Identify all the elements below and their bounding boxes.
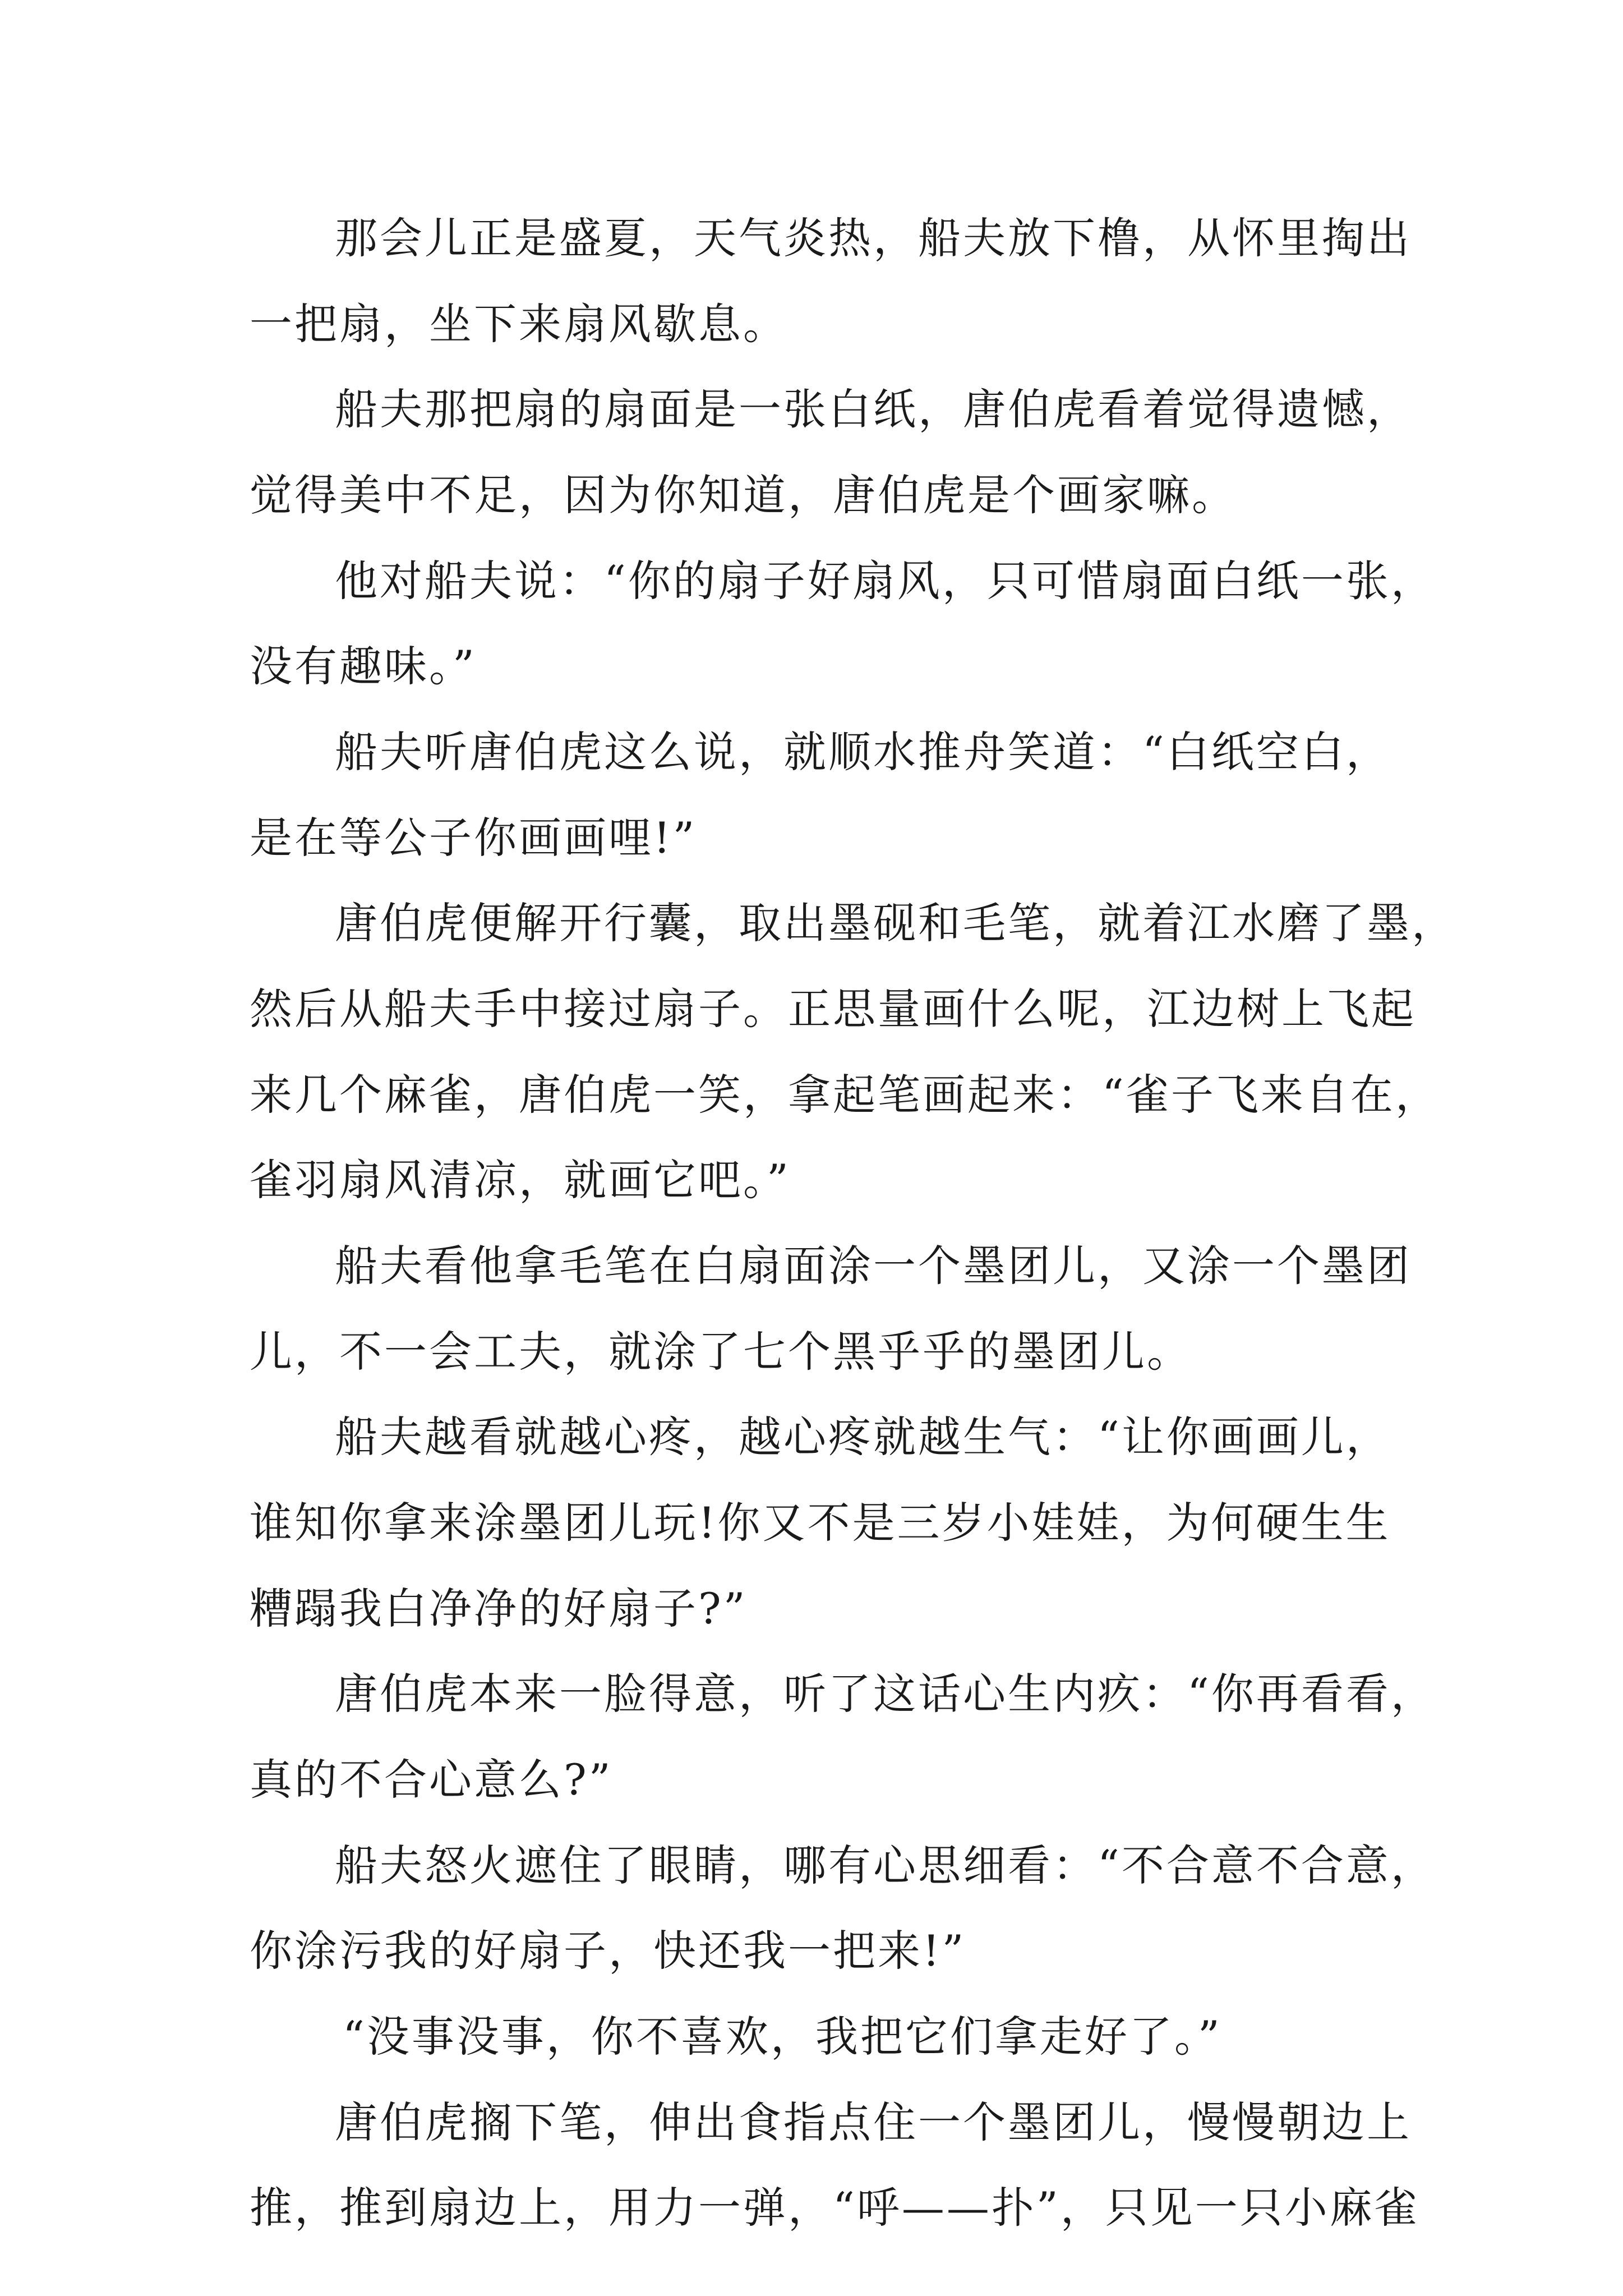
text-line: 唐伯虎便解开行囊，取出墨砚和毛笔，就着江水磨了墨，	[335, 898, 1456, 948]
text-line: 是在等公子你画画哩!”	[250, 813, 697, 863]
text-line: 觉得美中不足，因为你知道，唐伯虎是个画家嘛。	[250, 470, 1237, 520]
text-line: 儿，不一会工夫，就涂了七个黑乎乎的墨团儿。	[250, 1327, 1192, 1377]
text-line: 那会儿正是盛夏，天气炎热，船夫放下橹，从怀里掏出	[335, 213, 1412, 263]
text-line: 然后从船夫手中接过扇子。正思量画什么呢，江边树上飞起	[250, 984, 1416, 1034]
text-line: 糟蹋我白净净的好扇子?”	[250, 1584, 748, 1634]
text-line: 船夫越看就越心疼，越心疼就越生气：“让你画画儿，	[335, 1412, 1391, 1462]
text-line: 真的不合心意么?”	[250, 1755, 613, 1805]
text-line: 唐伯虎本来一脸得意，听了这话心生内疚：“你再看看，	[335, 1669, 1436, 1719]
text-line: 谁知你拿来涂墨团儿玩!你又不是三岁小娃娃，为何硬生生	[250, 1498, 1391, 1548]
text-line: 一把扇，坐下来扇风歇息。	[250, 299, 788, 349]
text-line: 你涂污我的好扇子，快还我一把来!”	[250, 1926, 966, 1976]
text-line: 船夫那把扇的扇面是一张白纸，唐伯虎看着觉得遗憾，	[335, 384, 1412, 434]
text-line: “没事没事，你不喜欢，我把它们拿走好了。”	[343, 2012, 1222, 2062]
text-line: 他对船夫说：“你的扇子好扇风，只可惜扇面白纸一张，	[335, 556, 1436, 606]
text-line: 船夫怒火遮住了眼睛，哪有心思细看：“不合意不合意，	[335, 1841, 1436, 1890]
text-line: 唐伯虎搁下笔，伸出食指点住一个墨团儿，慢慢朝边上	[335, 2097, 1412, 2147]
text-line: 船夫看他拿毛笔在白扇面涂一个墨团儿，又涂一个墨团	[335, 1241, 1412, 1291]
text-line: 雀羽扇风清凉，就画它吧。”	[250, 1155, 791, 1205]
text-line: 推，推到扇边上，用力一弹，“呼——扑”，只见一只小麻雀	[250, 2183, 1419, 2233]
text-line: 没有趣味。”	[250, 641, 477, 691]
text-line: 来几个麻雀，唐伯虎一笑，拿起笔画起来：“雀子飞来自在，	[250, 1070, 1440, 1120]
text-line: 船夫听唐伯虎这么说，就顺水推舟笑道：“白纸空白，	[335, 727, 1391, 777]
